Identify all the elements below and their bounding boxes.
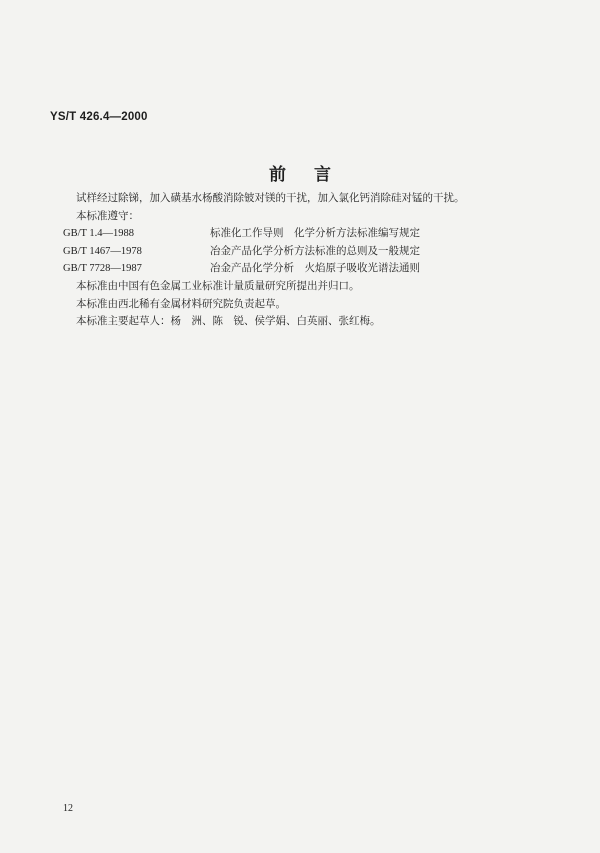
paragraph-authors: 本标准主要起草人：杨 洲、陈 锐、侯学娟、白英丽、张红梅。 — [76, 315, 381, 328]
paragraph-compliance: 本标准遵守： — [76, 209, 139, 222]
reference-title: 标准化工作导则 化学分析方法标准编写规定 — [210, 227, 420, 240]
document-body — [63, 190, 576, 331]
reference-item — [63, 225, 576, 243]
paragraph-interference: 试样经过除锑，加入磺基水杨酸消除铍对镁的干扰，加入氯化钙消除硅对锰的干扰。 — [76, 192, 465, 204]
paragraph-drafter: 本标准由西北稀有金属材料研究院负责起草。 — [76, 297, 286, 310]
reference-item — [63, 260, 576, 278]
reference-code: GB/T 1467—1978 — [63, 245, 142, 257]
reference-code: GB/T 1.4—1988 — [63, 228, 134, 240]
standard-code: YS/T 426.4—2000 — [50, 111, 148, 123]
reference-title: 冶金产品化学分析方法标准的总则及一般规定 — [210, 244, 420, 257]
reference-code: GB/T 7728—1987 — [63, 263, 142, 275]
page-number: 12 — [63, 803, 73, 814]
reference-item — [63, 243, 576, 261]
paragraph-proposer: 本标准由中国有色金属工业标准计量质量研究所提出并归口。 — [76, 279, 360, 292]
page-title: 前言 — [269, 165, 359, 185]
reference-title: 冶金产品化学分析 火焰原子吸收光谱法通则 — [210, 262, 420, 275]
